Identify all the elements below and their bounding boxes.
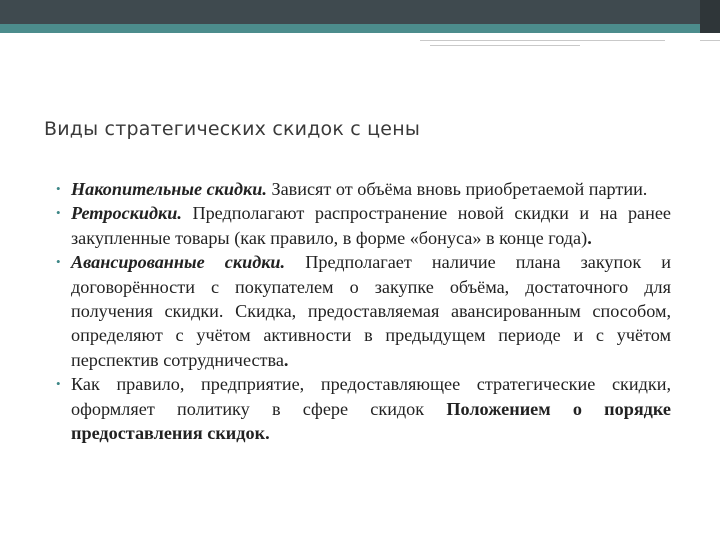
text-advance: Предполагает наличие плана закупок и договорённости с покупателем о закупке объёма, достаточного для получения скидки. Скидка, предоставляемая авансированным способом, определяют с учётом активности в предыдущем периоде и с учётом перспектив сотрудничества (71, 252, 671, 370)
list-item-accumulative (56, 177, 671, 201)
term-accumulative: Накопительные скидки. (71, 179, 267, 199)
slide-title: Виды стратегических скидок с цены (44, 118, 421, 140)
bullet-list (56, 177, 671, 445)
end-advance: . (283, 349, 289, 370)
list-item-policy (56, 372, 671, 445)
term-retro: Ретроскидки. (71, 203, 182, 224)
bullet-icon: • (56, 376, 61, 392)
strong-policy: Положением о порядке предоставления скидок (71, 398, 671, 444)
header-band-dark (0, 0, 720, 24)
header-corner-block (700, 0, 720, 33)
bullet-icon: • (56, 254, 61, 270)
term-advance: Авансированные скидки. (71, 252, 286, 273)
text-retro: Предполагают распространение новой скидки и на ранее закупленные товары (как правило, в форме «бонуса» в конце года) (71, 203, 671, 248)
end-policy: . (265, 423, 270, 444)
text-accumulative: Зависят от объёма вновь приобретаемой партии. (266, 179, 648, 199)
list-item-advance (56, 250, 671, 372)
end-retro: . (587, 227, 592, 248)
decor-line-2 (430, 45, 580, 46)
text-policy: Как правило, предприятие, предоставляющее стратегические скидки, оформляет политику в сфере скидок (71, 374, 671, 419)
list-item-retro (56, 201, 671, 250)
decor-line-3 (700, 40, 720, 41)
bullet-icon: • (56, 181, 61, 196)
decor-line-1 (420, 40, 665, 41)
bullet-icon: • (56, 205, 61, 221)
header-band-light (0, 24, 720, 33)
